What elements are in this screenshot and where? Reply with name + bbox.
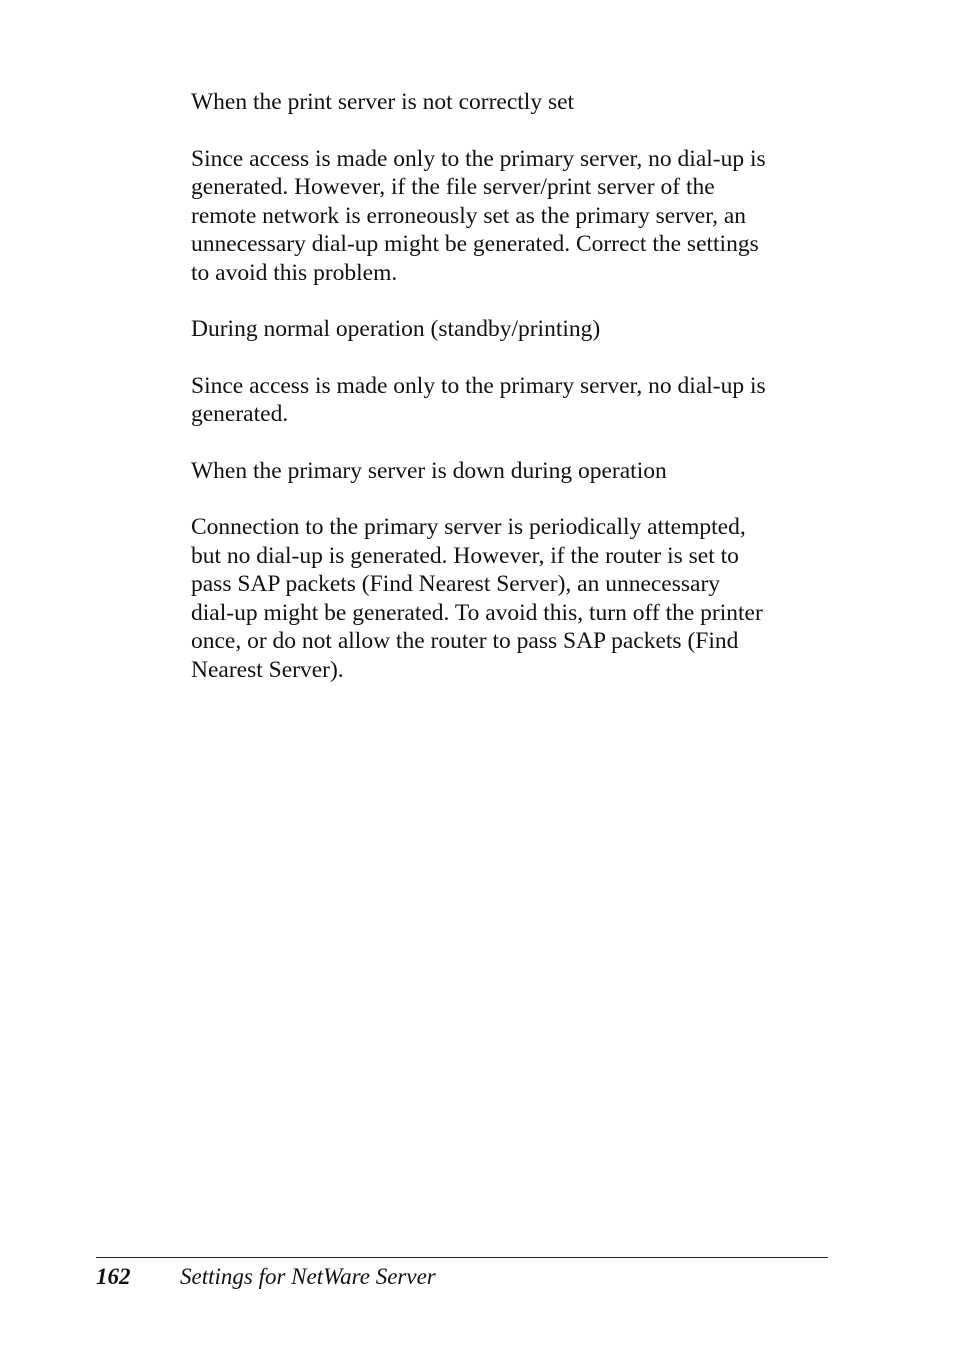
paragraph-line: dial-up might be generated. To avoid this, turn off the printer bbox=[191, 599, 763, 626]
section-heading: When the print server is not correctly set bbox=[191, 89, 575, 115]
paragraph-line: but no dial-up is generated. However, if the router is set to bbox=[191, 542, 739, 569]
section-paragraph bbox=[191, 145, 831, 288]
section-heading: During normal operation (standby/printing) bbox=[191, 316, 601, 342]
section-paragraph bbox=[191, 513, 831, 684]
footer-divider bbox=[96, 1257, 828, 1258]
running-title: Settings for NetWare Server bbox=[180, 1264, 436, 1289]
paragraph-line: generated. However, if the file server/print server of the bbox=[191, 174, 715, 200]
section-normal-operation bbox=[191, 315, 831, 429]
paragraph-line: Connection to the primary server is periodically attempted, bbox=[191, 514, 746, 540]
section-print-server-not-set bbox=[191, 88, 831, 287]
paragraph-line: Nearest Server). bbox=[191, 656, 344, 683]
paragraph-line: Since access is made only to the primary server, no dial-up is bbox=[191, 145, 766, 172]
section-heading: When the primary server is down during operation bbox=[191, 457, 667, 484]
paragraph-line: generated. bbox=[191, 401, 289, 427]
section-primary-server-down bbox=[191, 457, 831, 685]
page-number: 162 bbox=[96, 1264, 131, 1289]
paragraph-line: Since access is made only to the primary server, no dial-up is bbox=[191, 372, 766, 399]
paragraph-line: pass SAP packets (Find Nearest Server), an unnecessary bbox=[191, 571, 721, 597]
paragraph-line: unnecessary dial-up might be generated. Correct the settings bbox=[191, 231, 759, 257]
paragraph-line: to avoid this problem. bbox=[191, 259, 398, 286]
section-paragraph bbox=[191, 372, 831, 429]
paragraph-line: once, or do not allow the router to pass SAP packets (Find bbox=[191, 628, 739, 654]
paragraph-line: remote network is erroneously set as the primary server, an bbox=[191, 202, 747, 229]
document-body bbox=[191, 88, 831, 712]
